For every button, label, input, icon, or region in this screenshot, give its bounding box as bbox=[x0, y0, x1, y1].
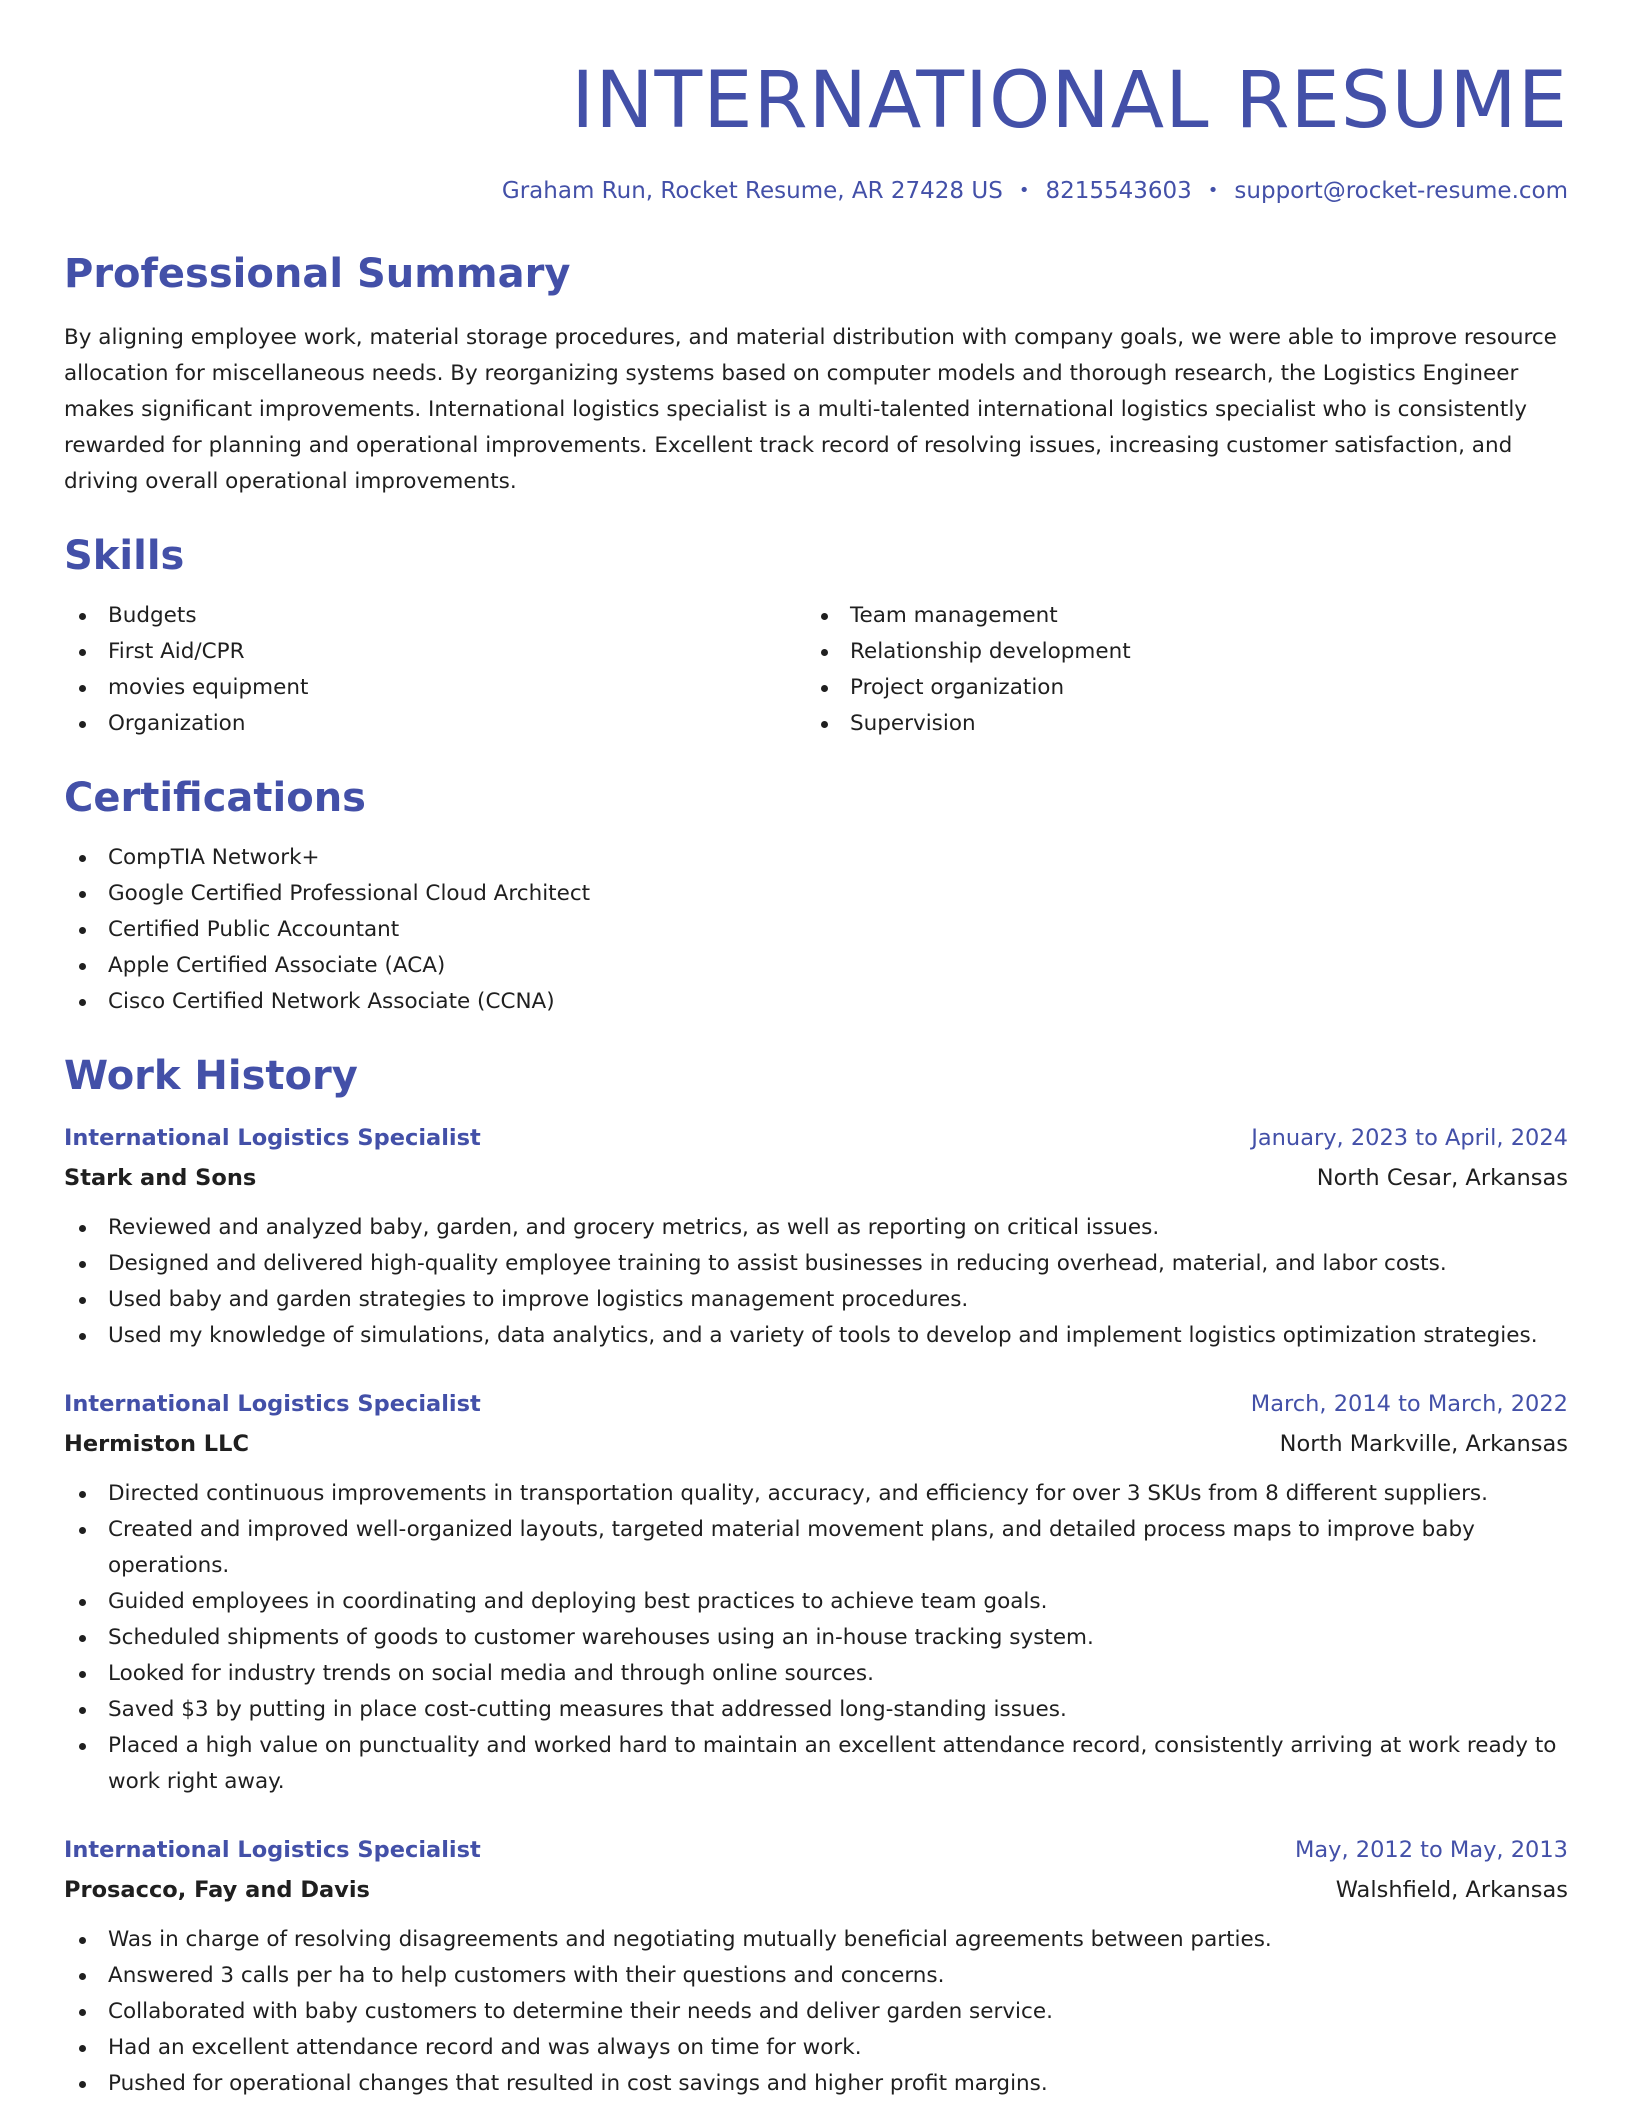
skill-item: Team management bbox=[806, 598, 1548, 634]
skill-item: movies equipment bbox=[64, 670, 806, 706]
section-heading-skills: Skills bbox=[64, 533, 185, 579]
job-dates: March, 2014 to March, 2022 bbox=[1250, 1391, 1568, 1417]
job-title-row bbox=[64, 1830, 1568, 1870]
certification-item: Google Certified Professional Cloud Architect bbox=[64, 876, 1568, 912]
job-role: International Logistics Specialist bbox=[64, 1837, 481, 1863]
work-history-list bbox=[64, 1118, 1568, 2102]
job-duty-item: Answered 3 calls per ha to help customers with their questions and concerns. bbox=[64, 1958, 1568, 1994]
contact-separator: • bbox=[1207, 180, 1219, 201]
resume-header bbox=[64, 52, 1568, 204]
contact-line bbox=[64, 178, 1568, 204]
certification-item: Apple Certified Associate (ACA) bbox=[64, 948, 1568, 984]
skill-item: Organization bbox=[64, 706, 806, 742]
contact-email[interactable]: support@rocket-resume.com bbox=[1234, 178, 1568, 204]
section-heading-certifications: Certifications bbox=[64, 775, 366, 821]
job-duties-list bbox=[64, 1922, 1568, 2102]
certification-item: Certified Public Accountant bbox=[64, 912, 1568, 948]
job-role: International Logistics Specialist bbox=[64, 1125, 481, 1151]
job-duties-list bbox=[64, 1476, 1568, 1800]
skill-item: Supervision bbox=[806, 706, 1548, 742]
resume-title: INTERNATIONAL RESUME bbox=[571, 56, 1568, 146]
job-title-row bbox=[64, 1118, 1568, 1158]
job-entry bbox=[64, 1830, 1568, 2102]
section-heading-professional-summary: Professional Summary bbox=[64, 251, 571, 297]
job-duty-item: Used baby and garden strategies to improve logistics management procedures. bbox=[64, 1282, 1568, 1318]
job-company-row bbox=[64, 1870, 1568, 1910]
certification-item: CompTIA Network+ bbox=[64, 840, 1568, 876]
job-duty-item: Designed and delivered high-quality employee training to assist businesses in reducing overhead, material, and labor costs. bbox=[64, 1246, 1568, 1282]
job-entry bbox=[64, 1118, 1568, 1354]
skills-column-right bbox=[806, 598, 1548, 742]
job-duty-item: Created and improved well-organized layouts, targeted material movement plans, and detailed process maps to improve baby operations. bbox=[64, 1512, 1568, 1584]
section-heading-work-history: Work History bbox=[64, 1053, 358, 1099]
skill-item: Budgets bbox=[64, 598, 806, 634]
skill-item: Relationship development bbox=[806, 634, 1548, 670]
job-duty-item: Was in charge of resolving disagreements and negotiating mutually beneficial agreements between parties. bbox=[64, 1922, 1568, 1958]
skill-item: Project organization bbox=[806, 670, 1548, 706]
job-duty-item: Saved $3 by putting in place cost-cutting measures that addressed long-standing issues. bbox=[64, 1692, 1568, 1728]
job-dates: May, 2012 to May, 2013 bbox=[1294, 1837, 1568, 1863]
job-duty-item: Reviewed and analyzed baby, garden, and grocery metrics, as well as reporting on critical issues. bbox=[64, 1210, 1568, 1246]
job-duty-item: Looked for industry trends on social media and through online sources. bbox=[64, 1656, 1568, 1692]
certifications-list bbox=[64, 840, 1568, 1020]
job-role: International Logistics Specialist bbox=[64, 1391, 481, 1417]
job-duty-item: Guided employees in coordinating and deploying best practices to achieve team goals. bbox=[64, 1584, 1568, 1620]
summary-paragraph: By aligning employee work, material storage procedures, and material distribution with company goals, we were able to improve resource allocation for miscellaneous needs. By reorganizing systems based on computer models and thorough research, the Logistics Engineer makes significant improvements. International logistics specialist is a multi-talented international logistics specialist who is consistently rewarded for planning and operational improvements. Excellent track record of resolving issues, increasing customer satisfaction, and driving overall operational improvements. bbox=[64, 325, 1557, 494]
skill-item: First Aid/CPR bbox=[64, 634, 806, 670]
job-location: North Cesar, Arkansas bbox=[1316, 1165, 1568, 1191]
job-duty-item: Scheduled shipments of goods to customer warehouses using an in-house tracking system. bbox=[64, 1620, 1568, 1656]
skills-column-left bbox=[64, 598, 806, 742]
job-duties-list bbox=[64, 1210, 1568, 1354]
job-location: Walshfield, Arkansas bbox=[1335, 1877, 1568, 1903]
contact-separator: • bbox=[1018, 180, 1030, 201]
skills-grid bbox=[64, 598, 1568, 742]
job-duty-item: Directed continuous improvements in transportation quality, accuracy, and efficiency for over 3 SKUs from 8 different suppliers. bbox=[64, 1476, 1568, 1512]
job-company: Prosacco, Fay and Davis bbox=[64, 1877, 370, 1903]
job-duty-item: Placed a high value on punctuality and worked hard to maintain an excellent attendance record, consistently arriving at work ready to work right away. bbox=[64, 1728, 1568, 1800]
contact-phone: 8215543603 bbox=[1045, 178, 1192, 204]
job-duty-item: Had an excellent attendance record and was always on time for work. bbox=[64, 2030, 1568, 2066]
job-company-row bbox=[64, 1158, 1568, 1198]
job-dates: January, 2023 to April, 2024 bbox=[1251, 1125, 1568, 1151]
job-location: North Markville, Arkansas bbox=[1279, 1431, 1568, 1457]
certification-item: Cisco Certified Network Associate (CCNA) bbox=[64, 984, 1568, 1020]
contact-address: Graham Run, Rocket Resume, AR 27428 US bbox=[501, 178, 1003, 204]
job-title-row bbox=[64, 1384, 1568, 1424]
job-company: Stark and Sons bbox=[64, 1165, 257, 1191]
job-entry bbox=[64, 1384, 1568, 1800]
job-duty-item: Collaborated with baby customers to determine their needs and deliver garden service. bbox=[64, 1994, 1568, 2030]
job-company: Hermiston LLC bbox=[64, 1431, 249, 1457]
job-company-row bbox=[64, 1424, 1568, 1464]
job-duty-item: Used my knowledge of simulations, data analytics, and a variety of tools to develop and implement logistics optimization strategies. bbox=[64, 1318, 1568, 1354]
job-duty-item: Pushed for operational changes that resulted in cost savings and higher profit margins. bbox=[64, 2066, 1568, 2102]
